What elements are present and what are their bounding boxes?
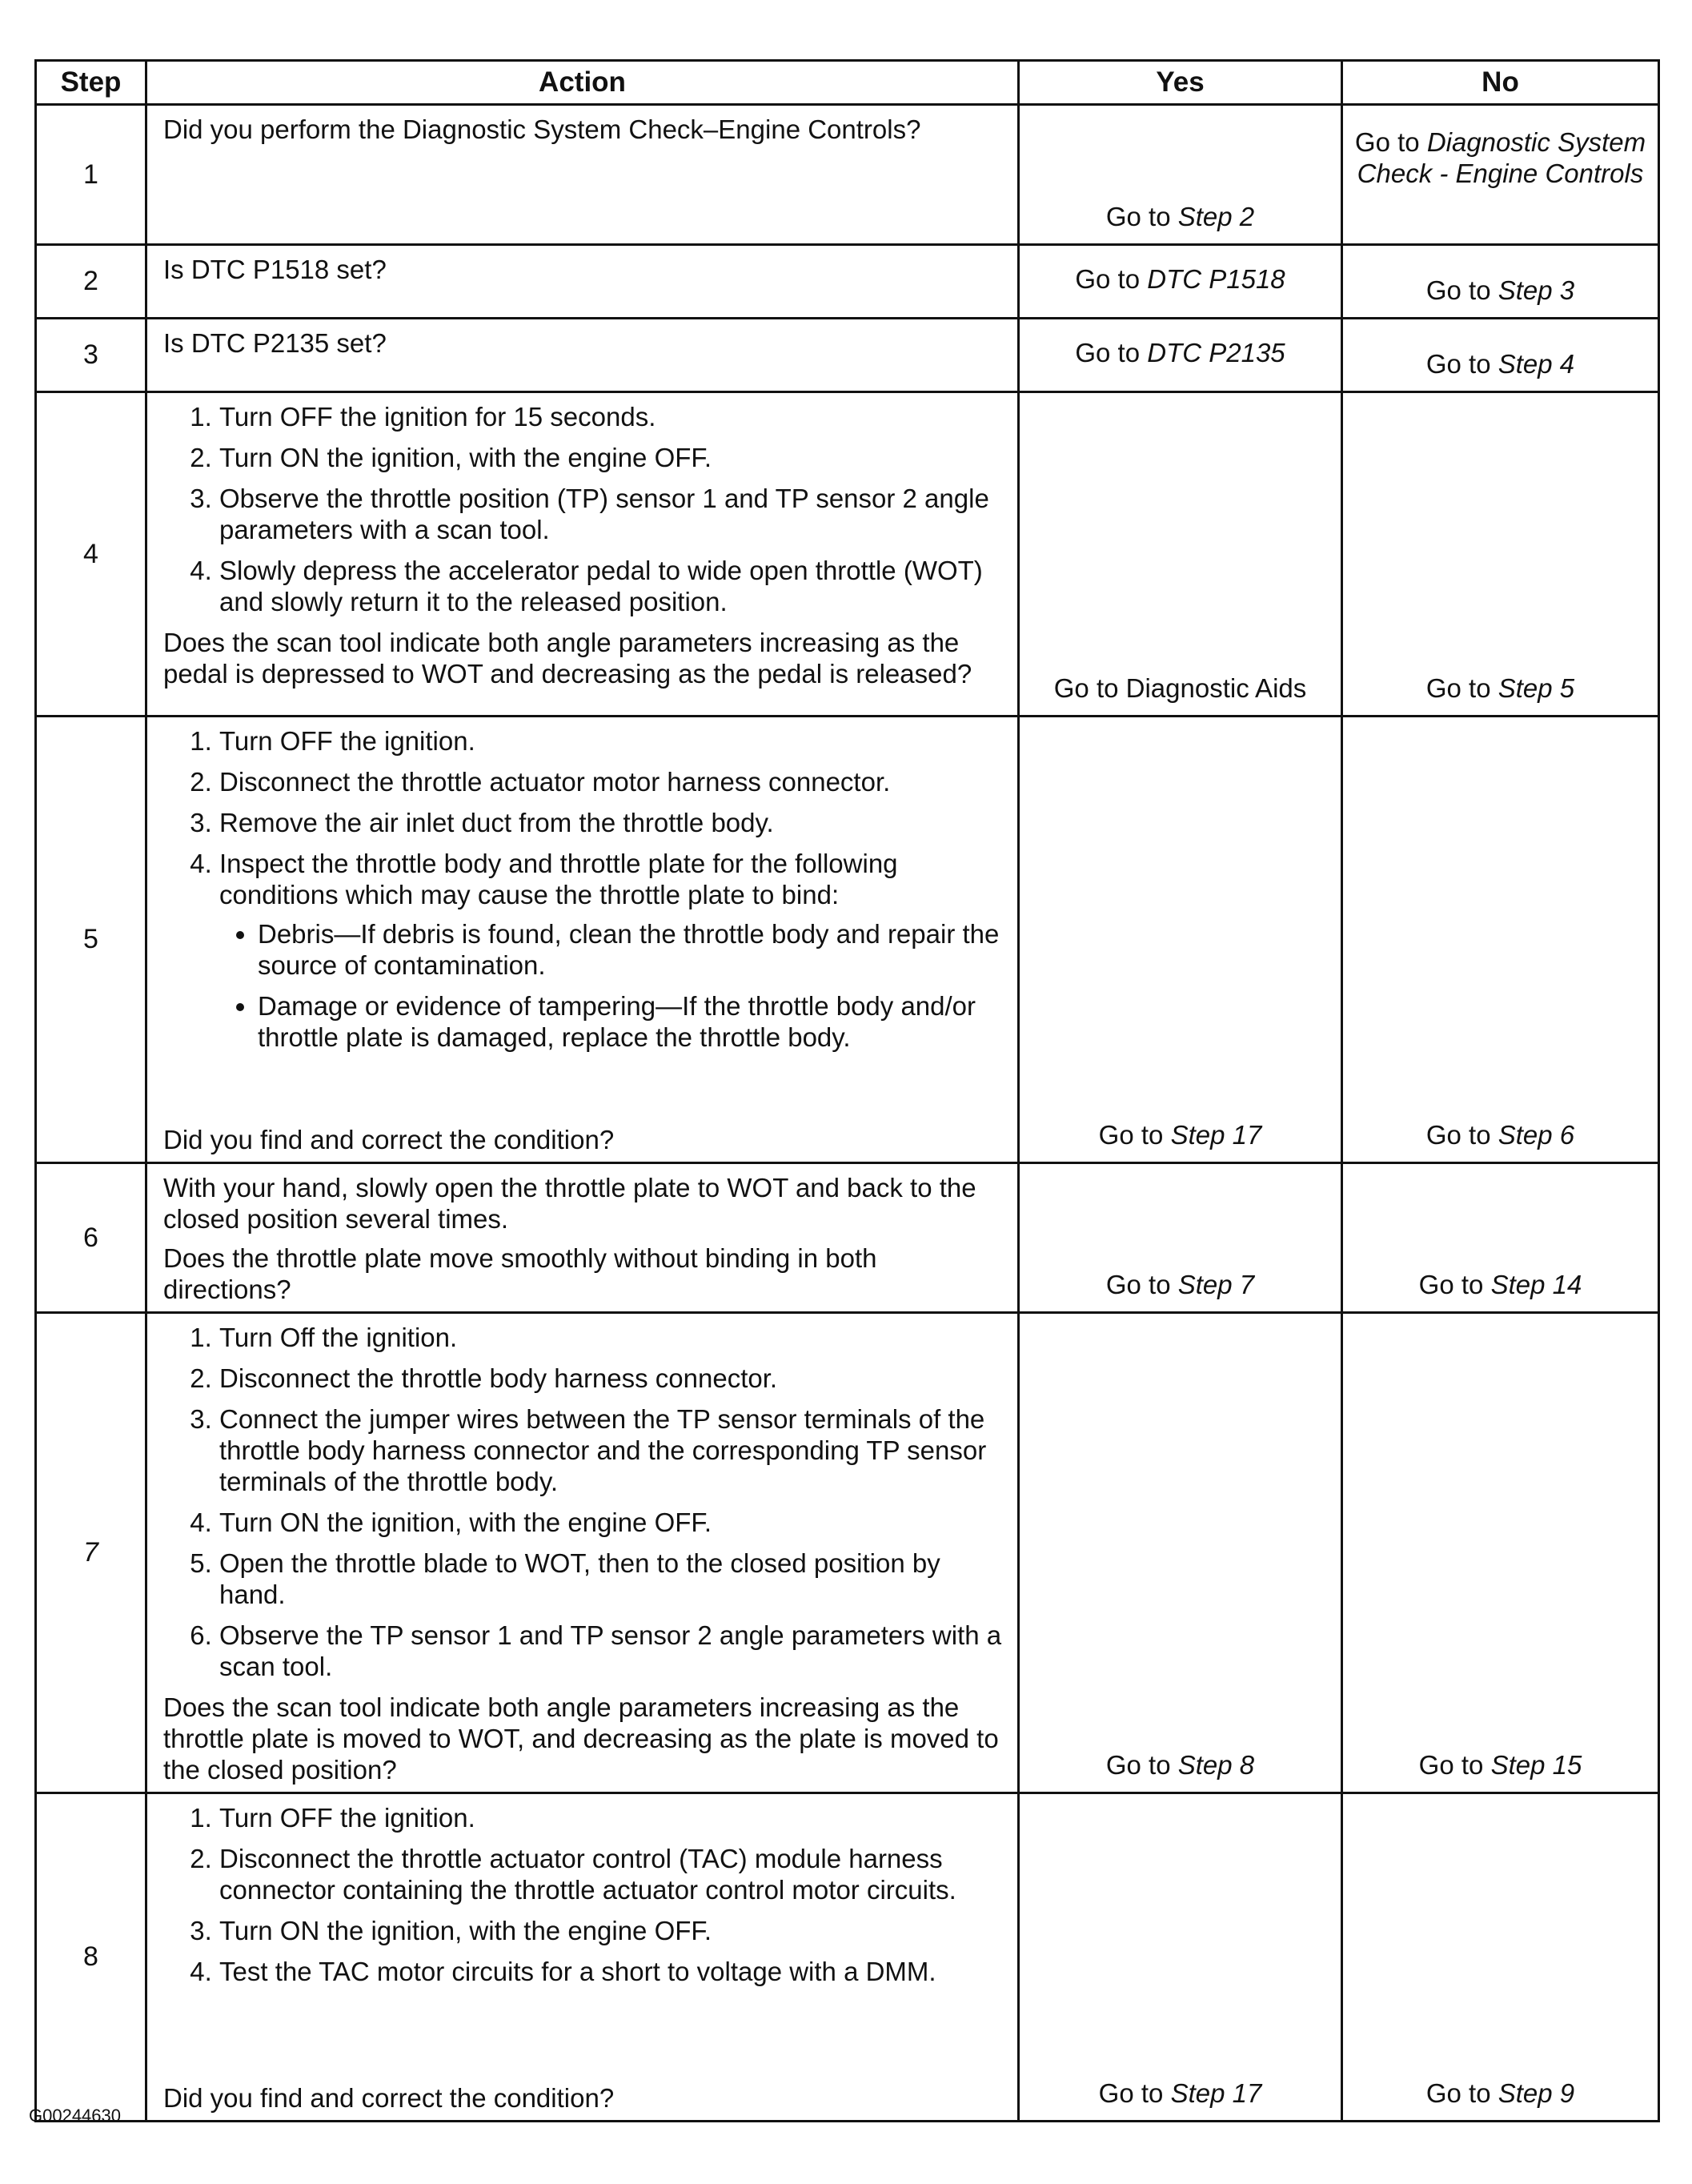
header-action: Action — [146, 61, 1019, 105]
yes-reference: Step 17 — [1170, 1120, 1262, 1150]
no-cell — [1342, 1163, 1659, 1313]
step-number: 5 — [36, 717, 146, 1163]
list-item: 4. Test the TAC motor circuits for a short to voltage with a DMM. — [219, 1956, 1003, 1987]
no-prefix: Go to — [1425, 2078, 1498, 2108]
yes-prefix: Go to — [1075, 338, 1148, 367]
list-item: 2. Disconnect the throttle actuator control (TAC) module harness connector containing the throttle actuator control motor circuits. — [219, 1843, 1003, 1905]
table-row — [36, 105, 1659, 245]
list-item: 4. Turn ON the ignition, with the engine OFF. — [219, 1507, 1003, 1538]
no-prefix: Go to — [1425, 673, 1498, 703]
yes-reference: DTC P1518 — [1147, 264, 1285, 294]
instruction-list — [163, 401, 1003, 617]
no-prefix: Go to — [1354, 127, 1427, 157]
no-reference: Step 3 — [1498, 275, 1575, 305]
action-question: Is DTC P2135 set? — [163, 328, 387, 358]
action-cell — [146, 1163, 1019, 1313]
yes-cell — [1019, 1313, 1342, 1793]
no-prefix: Go to — [1418, 1750, 1491, 1780]
bullet-list — [219, 918, 1003, 1053]
action-question: Does the throttle plate move smoothly without binding in both directions? — [163, 1243, 877, 1304]
yes-prefix: Go to — [1098, 2078, 1171, 2108]
action-cell — [146, 1313, 1019, 1793]
list-item: 3. Turn ON the ignition, with the engine OFF. — [219, 1915, 1003, 1946]
step-number: 4 — [36, 392, 146, 717]
action-question: Did you find and correct the condition? — [163, 1125, 615, 1154]
yes-cell — [1019, 245, 1342, 319]
action-question: Is DTC P1518 set? — [163, 255, 387, 284]
action-question: Does the scan tool indicate both angle parameters increasing as the throttle plate is moved to WOT, and decreasing as the plate is moved to the closed position? — [163, 1692, 999, 1785]
action-cell — [146, 319, 1019, 392]
list-item: 2. Disconnect the throttle actuator motor harness connector. — [219, 766, 1003, 797]
figure-id: G00244630 — [29, 2106, 121, 2126]
list-item: 3. Remove the air inlet duct from the throttle body. — [219, 807, 1003, 838]
yes-cell — [1019, 319, 1342, 392]
step-number: 1 — [36, 105, 146, 245]
yes-reference: Step 8 — [1177, 1750, 1255, 1780]
yes-reference: Step 17 — [1170, 2078, 1262, 2108]
yes-prefix: Go to — [1075, 264, 1148, 294]
header-row — [36, 61, 1659, 105]
instruction-list — [163, 1322, 1003, 1682]
list-item — [219, 848, 1003, 1053]
diagnostic-table — [34, 59, 1660, 2122]
action-cell — [146, 392, 1019, 717]
action-cell — [146, 245, 1019, 319]
yes-reference: Step 7 — [1177, 1270, 1255, 1299]
yes-cell — [1019, 105, 1342, 245]
step-number: 8 — [36, 1793, 146, 2122]
bullet-item: • Debris—If debris is found, clean the throttle body and repair the source of contamination. — [258, 918, 1003, 981]
instruction-list — [163, 1802, 1003, 1987]
no-cell — [1342, 392, 1659, 717]
list-item: 1. Turn OFF the ignition. — [219, 725, 1003, 757]
action-cell — [146, 1793, 1019, 2122]
no-prefix: Go to — [1425, 349, 1498, 379]
list-item-text: Inspect the throttle body and throttle plate for the following conditions which may cause the throttle plate to bind: — [219, 849, 898, 909]
no-prefix: Go to — [1425, 275, 1498, 305]
no-cell — [1342, 245, 1659, 319]
yes-prefix: Go to — [1098, 1120, 1171, 1150]
yes-prefix: Go to — [1105, 1270, 1178, 1299]
table-row — [36, 717, 1659, 1163]
instruction-list — [163, 725, 1003, 1053]
no-reference: Step 14 — [1490, 1270, 1582, 1299]
yes-prefix: Go to — [1105, 202, 1178, 231]
no-cell — [1342, 1793, 1659, 2122]
table-row — [36, 1163, 1659, 1313]
action-question: Did you perform the Diagnostic System Check–Engine Controls? — [163, 114, 921, 144]
no-reference: Step 15 — [1490, 1750, 1582, 1780]
no-cell — [1342, 1313, 1659, 1793]
yes-reference: Step 2 — [1177, 202, 1255, 231]
yes-cell — [1019, 1163, 1342, 1313]
no-cell — [1342, 105, 1659, 245]
list-item: 1. Turn OFF the ignition for 15 seconds. — [219, 401, 1003, 432]
step-number: 6 — [36, 1163, 146, 1313]
no-reference: Step 9 — [1498, 2078, 1575, 2108]
bullet-item: • Damage or evidence of tampering—If the throttle body and/or throttle plate is damaged, replace the throttle body. — [258, 990, 1003, 1053]
yes-prefix: Go to Diagnostic Aids — [1053, 673, 1307, 703]
no-reference: Diagnostic System Check - Engine Controls — [1357, 127, 1646, 188]
step-number: 3 — [36, 319, 146, 392]
list-item: 6. Observe the TP sensor 1 and TP sensor 2 angle parameters with a scan tool. — [219, 1620, 1003, 1682]
no-reference: Step 4 — [1498, 349, 1575, 379]
no-cell — [1342, 717, 1659, 1163]
action-question: Did you find and correct the condition? — [163, 2083, 615, 2113]
action-cell — [146, 105, 1019, 245]
yes-cell — [1019, 1793, 1342, 2122]
no-cell — [1342, 319, 1659, 392]
table-row — [36, 1793, 1659, 2122]
action-cell — [146, 717, 1019, 1163]
action-question: Does the scan tool indicate both angle parameters increasing as the pedal is depressed to WOT and decreasing as the pedal is released? — [163, 628, 972, 689]
table-row — [36, 245, 1659, 319]
list-item: 2. Turn ON the ignition, with the engine OFF. — [219, 442, 1003, 473]
yes-cell — [1019, 717, 1342, 1163]
list-item: 1. Turn Off the ignition. — [219, 1322, 1003, 1353]
header-yes: Yes — [1019, 61, 1342, 105]
list-item: 5. Open the throttle blade to WOT, then to the closed position by hand. — [219, 1548, 1003, 1610]
yes-prefix: Go to — [1105, 1750, 1178, 1780]
no-prefix: Go to — [1418, 1270, 1491, 1299]
action-intro: With your hand, slowly open the throttle plate to WOT and back to the closed position several times. — [163, 1173, 976, 1234]
no-reference: Step 6 — [1498, 1120, 1575, 1150]
table-row — [36, 392, 1659, 717]
step-number: 7 — [36, 1313, 146, 1793]
yes-cell — [1019, 392, 1342, 717]
header-no: No — [1342, 61, 1659, 105]
list-item: 1. Turn OFF the ignition. — [219, 1802, 1003, 1833]
yes-reference: DTC P2135 — [1147, 338, 1285, 367]
table-row — [36, 319, 1659, 392]
list-item: 3. Connect the jumper wires between the TP sensor terminals of the throttle body harness connector and the corresponding TP sensor terminals of the throttle body. — [219, 1403, 1003, 1497]
no-prefix: Go to — [1425, 1120, 1498, 1150]
no-reference: Step 5 — [1498, 673, 1575, 703]
list-item: 2. Disconnect the throttle body harness connector. — [219, 1363, 1003, 1394]
step-number: 2 — [36, 245, 146, 319]
list-item: 4. Slowly depress the accelerator pedal to wide open throttle (WOT) and slowly return it to the released position. — [219, 555, 1003, 617]
list-item: 3. Observe the throttle position (TP) sensor 1 and TP sensor 2 angle parameters with a scan tool. — [219, 483, 1003, 545]
table-row — [36, 1313, 1659, 1793]
header-step: Step — [36, 61, 146, 105]
